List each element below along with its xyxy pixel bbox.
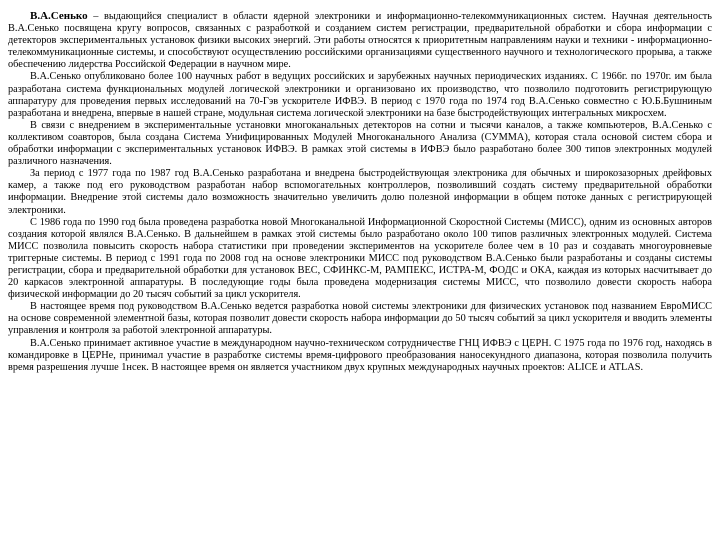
paragraph-5: С 1986 года по 1990 год была проведена разработка новой Многоканальной Информационной Скоростной Системы (МИСС), одним из основных авторов создания которой являлся В.А.Сенько. В дальнейшем в рамках этой системы было разработано около 100 типов различных электронных модулей. Система МИСС позволила повысить скорость набора статистики при проведении экспериментов на ускорителе более чем в 10 раз и создавать многоуровневые триггерные системы. В период с 1991 года по 2008 год на основе электроники МИСС под руководством В.А.Сенько были разработаны и созданы системы регистрации, сбора и предварительной обработки для установок ВЕС, СФИНКС-М, РАМПЕКС, ИСТРА-М, ФОДС и ОКА, каждая из которых насчитывает до 20 каркасов электронной аппаратуры. В последующие годы была проведена модернизация системы МИСС, что позволило довести скорость набора физической информации до 20 тысяч событий за цикл ускорителя.: [8, 216, 712, 301]
biography-document: [8, 10, 712, 538]
paragraph-1: [8, 10, 712, 71]
paragraph-2: В.А.Сенько опубликовано более 100 научных работ в ведущих российских и зарубежных научных периодических изданиях. С 1966г. по 1970г. им была разработана система функциональных модулей логической электроники и организовано их производство, что позволило подготовить регистрирующую аппаратуру для проведения первых исследований на 70-Гэв ускорителе ИФВЭ. В период с 1970 года по 1974 год В.А.Сенько совместно с Ю.Б.Бушниным разработана и внедрена, впервые в нашей стране, модульная система логической электроники на базе быстродействующих интегральных микросхем.: [8, 71, 712, 119]
paragraph-7: В.А.Сенько принимает активное участие в международном научно-техническом сотрудничестве ГНЦ ИФВЭ с ЦЕРН. С 1975 года по 1976 год, находясь в командировке в ЦЕРНе, принимал участие в разработке системы время-цифрового преобразования наносекундного диапазона, которая позволила получить время разрешения лучше 1нсек. В настоящее время он является участником двух крупных международных научных проектов: ALICE и ATLAS.: [8, 337, 712, 373]
paragraph-4: За период с 1977 года по 1987 год В.А.Сенько разработана и внедрена быстродействующая электроника для обычных и широкозазорных дрейфовых камер, а также под его руководством разработан набор вспомогательных контроллеров, позволивший создать систему предварительной обработки информации. Внедрение этой системы дало возможность значительно увеличить долю полезной информации в общем потоке данных с регистрирующей электроники.: [8, 168, 712, 216]
paragraph-3: В связи с внедрением в экспериментальные установки многоканальных детекторов на сотни и тысячи каналов, а также компьютеров, В.А.Сенько с коллективом соавторов, была создана Система Унифицированных Модулей Многоканального Анализа (СУММА), которая стала основой систем сбора и обработки информации с экспериментальных установок ИФВЭ. В рамках этой системы в ИФВЭ было разработано более 300 типов электронных модулей различного назначения.: [8, 119, 712, 168]
paragraph-6: В настоящее время под руководством В.А.Сенько ведется разработка новой системы электроники для физических установок под названием ЕвроМИСС на основе современной элементной базы, которая позволит довести скорость набора информации до 50 тысяч событий за цикл ускорителя и вводить элементы управления и контроля за работой электронной аппаратуры.: [8, 301, 712, 337]
paragraph-1-text: – выдающийся специалист в области ядерной электроники и информационно-телекоммуникационных систем. Научная деятельность В.А.Сенько посвящена кругу вопросов, связанных с разработкой и созданием систем регистрации, предварительной обработки и сбора информации с детекторов экспериментальных установок физики высоких энергий. Эти работы относятся к приоритетным направлениям науки и техники - информационно-телекоммуникационные системы, и способствуют осуществлению российскими организациями существенного научного и технологического прорыва, а также обеспечению лидерства Российской Федерации в научном мире.: [8, 11, 712, 71]
lead-name: В.А.Сенько: [30, 10, 88, 22]
